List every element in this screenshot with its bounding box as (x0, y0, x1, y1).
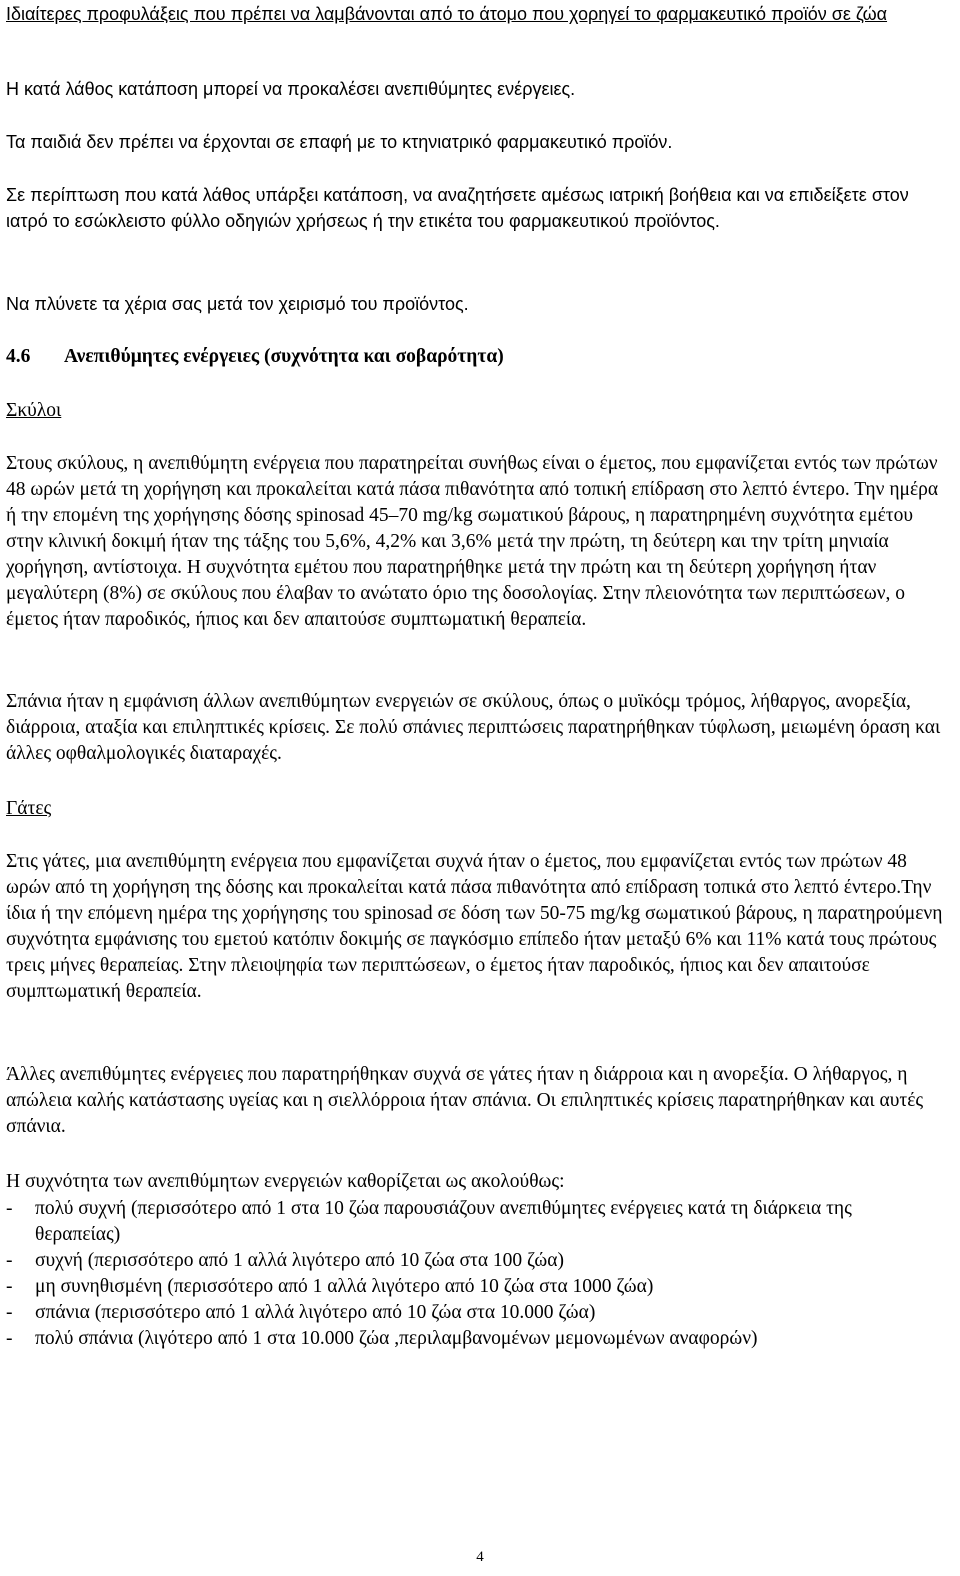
list-dash: - (6, 1276, 13, 1297)
frequency-intro: Η συχνότητα των ανεπιθύμητων ενεργειών καθορίζεται ως ακολούθως: (6, 1171, 565, 1192)
frequency-item-text: πολύ σπάνια (λιγότερο από 1 στα 10.000 ζώα ,περιλαμβανομένων μεμονωμένων αναφορών) (35, 1328, 758, 1349)
list-dash: - (6, 1328, 13, 1349)
frequency-list (6, 1196, 926, 1352)
cats-paragraph: Στις γάτες, μια ανεπιθύμητη ενέργεια που εμφανίζεται συχνά ήταν ο έμετος, που εμφανίζεται εντός των πρώτων 48 ωρών από τη χορήγηση της δόσης και προκαλείται κατά πάσα πιθανότητα από επίδραση τοπικά στο λεπτό έντερο.Την ίδια ή την επόμενη ημέρα της χορήγησης του spinosad σε δόση των 50-75 mg/kg σωματικού βάρους, η παρατηρούμενη συχνότητα εμφάνισης του εμετού κατόπιν δοκιμής σε παγκόσμιο επίπεδο ήταν μεταξύ 6% και 11% κατά τους πρώτους τρεις μήνες θεραπείας. Στην πλειοψηφία των περιπτώσεων, ο έμετος ήταν παροδικός, ήπιος και δεν απαιτούσε συμπτωματική θεραπεία. (6, 851, 943, 1002)
frequency-item (6, 1274, 926, 1300)
list-dash: - (6, 1302, 13, 1323)
frequency-item-text: συχνή (περισσότερο από 1 αλλά λιγότερο από 10 ζώα στα 100 ζώα) (35, 1250, 564, 1271)
frequency-item-text: πολύ συχνή (περισσότερο από 1 στα 10 ζώα παρουσιάζουν ανεπιθύμητες ενέργειες κατά τη διάρκεια της θεραπείας) (35, 1198, 852, 1245)
page-number: 4 (476, 1549, 484, 1565)
frequency-item (6, 1196, 926, 1248)
precautions-paragraph: Να πλύνετε τα χέρια σας μετά τον χειρισμό του προϊόντος. (6, 294, 469, 314)
precautions-heading: Ιδιαίτερες προφυλάξεις που πρέπει να λαμβάνονται από το άτομο που χορηγεί το φαρμακευτικό προϊόν σε ζώα (6, 4, 888, 24)
frequency-item (6, 1326, 926, 1352)
precautions-paragraph: Η κατά λάθος κατάποση μπορεί να προκαλέσει ανεπιθύμητες ενέργειες. (6, 79, 576, 99)
cats-paragraph: Άλλες ανεπιθύμητες ενέργειες που παρατηρήθηκαν συχνά σε γάτες ήταν η διάρροια και η ανορεξία. Ο λήθαργος, η απώλεια καλής κατάστασης υγείας και η σιελλόρροια ήταν σπάνια. Οι επιληπτικές κρίσεις παρατηρήθηκαν και αυτές σπάνια. (6, 1064, 924, 1137)
list-dash: - (6, 1250, 13, 1271)
frequency-item-text: σπάνια (περισσότερο από 1 αλλά λιγότερο από 10 ζώα στα 10.000 ζώα) (35, 1302, 596, 1323)
section-heading (6, 344, 504, 370)
frequency-item-text: μη συνηθισμένη (περισσότερο από 1 αλλά λιγότερο από 10 ζώα στα 1000 ζώα) (35, 1276, 654, 1297)
frequency-item (6, 1300, 926, 1326)
precautions-paragraph: Τα παιδιά δεν πρέπει να έρχονται σε επαφή με το κτηνιατρικό φαρμακευτικό προϊόν. (6, 132, 673, 152)
dogs-heading: Σκύλοι (6, 400, 62, 421)
list-dash: - (6, 1198, 13, 1219)
section-title: Ανεπιθύμητες ενέργειες (συχνότητα και σοβαρότητα) (64, 346, 504, 367)
dogs-paragraph: Στους σκύλους, η ανεπιθύμητη ενέργεια που παρατηρείται συνήθως είναι ο έμετος, που εμφανίζεται εντός των πρώτων 48 ωρών μετά τη χορήγηση και προκαλείται κατά πάσα πιθανότητα από τοπική επίδραση στο λεπτό έντερο. Την ημέρα ή την επομένη της χορήγησης δόσης spinosad 45–70 mg/kg σωματικού βάρους, η παρατηρημένη συχνότητα εμέτου στην κλινική δοκιμή ήταν της τάξης του 5,6%, 4,2% και 3,6% μετά την πρώτη, τη δεύτερη και την τρίτη μηνιαία χορήγηση, αντίστοιχα. Η συχνότητα εμέτου που παρατηρήθηκε μετά την πρώτη και τη δεύτερη χορήγηση ήταν μεγαλύτερη (8%) σε σκύλους που έλαβαν το ανώτατο όριο της δοσολογίας. Στην πλειονότητα των περιπτώσεων, ο έμετος ήταν παροδικός, ήπιος και δεν απαιτούσε συμπτωματική θεραπεία. (6, 453, 939, 630)
precautions-paragraph: Σε περίπτωση που κατά λάθος υπάρξει κατάποση, να αναζητήσετε αμέσως ιατρική βοήθεια και να επιδείξετε στον ιατρό το εσώκλειστο φύλλο οδηγιών χρήσεως ή την ετικέτα του φαρμακευτικού προϊόντος. (6, 185, 909, 231)
frequency-item (6, 1248, 926, 1274)
dogs-paragraph: Σπάνια ήταν η εμφάνιση άλλων ανεπιθύμητων ενεργειών σε σκύλους, όπως ο μυϊκόςμ τρόμος, λήθαργος, ανορεξία, διάρροια, αταξία και επιληπτικές κρίσεις. Σε πολύ σπάνιες περιπτώσεις παρατηρήθηκαν τύφλωση, μειωμένη όραση και άλλες οφθαλμολογικές διαταραχές. (6, 691, 941, 764)
section-number: 4.6 (6, 346, 31, 367)
cats-heading: Γάτες (6, 798, 52, 819)
